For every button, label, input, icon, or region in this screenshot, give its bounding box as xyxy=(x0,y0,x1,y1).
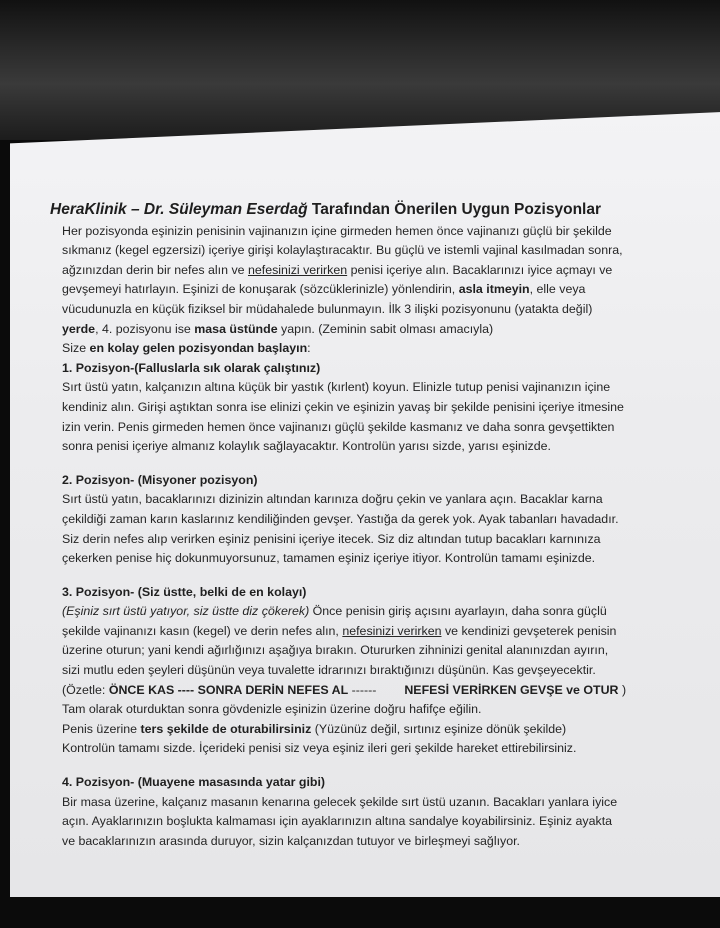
title-brand: HeraKlinik – Dr. Süleyman Eserdağ xyxy=(50,201,308,218)
body-line: Bir masa üzerine, kalçanız masanın kenarına gelecek şekilde sırt üstü uzanın. Bacakları yanlara iyice xyxy=(62,794,618,809)
position-3-section xyxy=(50,583,660,759)
body-line: Siz derin nefes alıp verirken eşiniz penisini içeriye itecek. Siz diz altından tutup bacakları karnınıza xyxy=(62,531,601,546)
document-title xyxy=(50,200,660,220)
underlined-text: nefesinizi verirken xyxy=(342,623,442,638)
bold-text: asla itmeyin xyxy=(458,282,530,297)
body-line: sonra penisi içeriye almanız kolaylık sağlayacaktır. Kontrolün yarısı sizde, yarısı eşinizde. xyxy=(62,439,551,454)
intro-line: ağzınızdan derin bir nefes alın ve nefesinizi verirken penisi içeriye alın. Bacaklarınızı iyice açmayı ve xyxy=(62,262,613,277)
position-2-section xyxy=(50,471,660,569)
intro-paragraph xyxy=(50,222,660,359)
position-1-heading: 1. Pozisyon-(Falluslarla sık olarak çalıştınız) xyxy=(62,360,321,375)
intro-line: vücudunuzla en küçük fiziksel bir müdahalede bulunmayın. İlk 3 ilişki pozisyonunu (yatakta değil) xyxy=(62,301,593,316)
body-line: şekilde vajinanızı kasın (kegel) ve derin nefes alın, nefesinizi verirken ve kendinizi gevşeterek penisin xyxy=(62,623,617,638)
body-line: kendiniz alın. Girişi aştıktan sonra ise elinizi çekin ve eşinizin yavaş bir şekilde penisini içeriye itmesine xyxy=(62,399,624,414)
intro-line: sıkmanız (kegel egzersizi) içeriye girişi kolaylaştıracaktır. Bu güçlü ve istemli vajinal kasılmadan sonra, xyxy=(62,243,623,258)
body-line: çekerken penise hiç dokunmuyorsunuz, tamamen eşiniz içeriye itiyor. Kontrolün tamamı eşinizde. xyxy=(62,551,596,566)
intro-line: yerde, 4. pozisyonu ise masa üstünde yapın. (Zeminin sabit olması amacıyla) xyxy=(62,321,494,336)
position-4-heading: 4. Pozisyon- (Muayene masasında yatar gibi) xyxy=(62,775,326,790)
body-line: Kontrolün tamamı sizde. İçerideki penisi siz veya eşiniz ileri geri şekilde hareket ettirebilirsiniz. xyxy=(62,741,577,756)
body-line: (Eşiniz sırt üstü yatıyor, siz üstte diz çökerek) Önce penisin giriş açısını ayarlayın, daha sonra güçlü xyxy=(62,604,607,619)
body-line: izin verin. Penis girmeden hemen önce vajinanızı güçlü şekilde kasmanız ve daha sonra gevşettikten xyxy=(62,419,615,434)
position-3-heading: 3. Pozisyon- (Siz üstte, belki de en kolayı) xyxy=(62,584,307,599)
summary-line: (Özetle: ÖNCE KAS ---- SONRA DERİN NEFES AL ------ NEFESİ VERİRKEN GEVŞE ve OTUR ) xyxy=(62,682,627,697)
position-2-heading: 2. Pozisyon- (Misyoner pozisyon) xyxy=(62,472,258,487)
position-4-section xyxy=(50,773,660,851)
body-line: ve bacaklarınızın arasında duruyor, sizin kalçanızdan tutuyor ve birleşmeyi sağlıyor. xyxy=(62,833,520,848)
italic-text: (Eşiniz sırt üstü yatıyor, siz üstte diz çökerek) xyxy=(62,604,310,619)
body-line: Sırt üstü yatın, bacaklarınızı dizinizin altından karınıza doğru çekin ve yanlara açın. Bacaklar karna xyxy=(62,492,603,507)
intro-line: Her pozisyonda eşinizin penisinin vajinanızın içine girmeden hemen önce vajinanızı güçlü bir şekilde xyxy=(62,223,612,238)
underlined-text: nefesinizi verirken xyxy=(247,262,348,277)
intro-line: gevşemeyi hatırlayın. Eşinizi de konuşarak (sözcüklerinizle) yönlendirin, asla itmeyin, elle veya xyxy=(62,282,586,297)
document xyxy=(50,200,660,851)
body-line: üzerine oturun; yani kendi ağırlığınızı aşağıya bırakın. Otururken zihninizi genital alanınızdan ayırın, xyxy=(62,643,609,658)
body-line: açın. Ayaklarınızın boşlukta kalmaması için ayaklarınızın altına sandalye koyabilirsiniz. Eşiniz ayakta xyxy=(62,814,613,829)
body-line: Tam olarak oturduktan sonra gövdenizle eşinizin üzerine doğru hafifçe eğilin. xyxy=(62,702,482,717)
body-line: sizi mutlu eden şeyleri düşünün veya tuvalette idrarınızı bıraktığınızı düşünün. Kas gevşeyecektir. xyxy=(62,663,596,678)
title-rest: Tarafından Önerilen Uygun Pozisyonlar xyxy=(307,201,601,218)
body-line: Penis üzerine ters şekilde de oturabilirsiniz (Yüzünüz değil, sırtınız eşinize dönük şekilde) xyxy=(62,721,567,736)
body-line: çekildiği zaman karın kaslarınız kendiliğinden gevşer. Yastığa da gerek yok. Ayak tabanları havadadır. xyxy=(62,511,619,526)
intro-line: Size en kolay gelen pozisyondan başlayın: xyxy=(62,341,311,356)
position-1-section xyxy=(50,359,660,457)
body-line: Sırt üstü yatın, kalçanızın altına küçük bir yastık (kırlent) koyun. Elinizle tutup penisi vajinanızın içine xyxy=(62,380,611,395)
